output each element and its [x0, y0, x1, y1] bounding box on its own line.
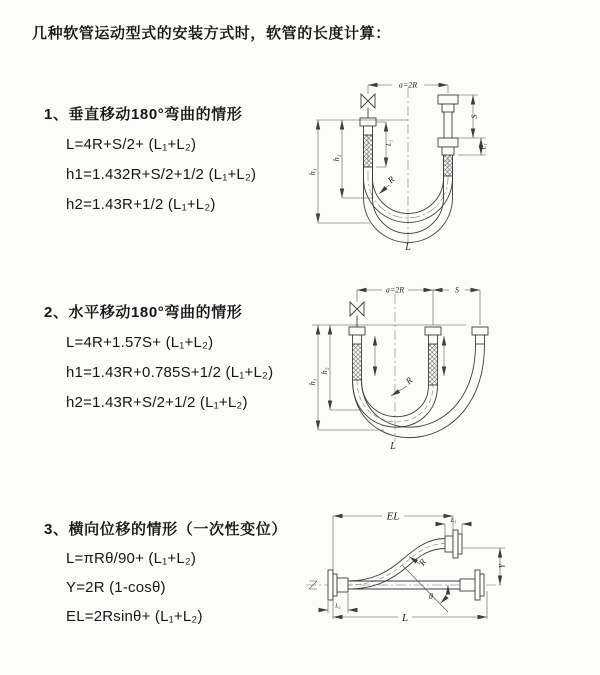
section-3-heading: 3、横向位移的情形（一次性变位） [44, 521, 287, 538]
formula-line: EL=2Rsinθ+ (L₁+L₂) [66, 608, 203, 625]
section-lateral-offset [44, 515, 287, 631]
formula-line: Y=2R (1-cosθ) [66, 579, 166, 596]
section-vertical-move [44, 100, 256, 220]
dim-label-stroke: S [470, 114, 479, 119]
dim-label-radius: R [403, 375, 415, 387]
dim-label-fitting-left: L₁ [335, 602, 341, 610]
formula-line: L=πRθ/90+ (L₁+L₂) [66, 550, 197, 567]
dim-label-length: L [405, 242, 411, 252]
dim-label-offset: Y [497, 563, 507, 569]
dim-label-angle: θ [429, 592, 433, 601]
dim-label-span: a=2R [385, 285, 405, 295]
dimension-lines [312, 290, 480, 430]
center-lines [368, 88, 448, 244]
section-horizontal-move [44, 298, 273, 418]
dimension-lines [316, 85, 486, 223]
dim-label-fitting-right: L₁ [479, 143, 488, 150]
dim-label-h2: h₂ [320, 367, 329, 375]
valve-icon [350, 302, 364, 327]
formula-line: L=4R+S/2+ (L₁+L₂) [66, 136, 197, 153]
formula-line: h1=1.43R+0.785S+1/2 (L₁+L₂) [66, 364, 274, 381]
dim-label-fitting-left: L₁ [385, 139, 393, 147]
dimension-labels [334, 511, 506, 625]
formula-line: h1=1.432R+S/2+1/2 (L₁+L₂) [66, 166, 257, 183]
hose-runs [348, 539, 460, 590]
dim-label-radius: R [416, 557, 429, 568]
hose-bend-curves [353, 344, 485, 438]
dim-label-fitting-top: L₁ [450, 517, 457, 524]
formula-line: L=4R+1.57S+ (L₁+L₂) [66, 334, 214, 351]
section-1-heading: 1、垂直移动180°弯曲的情形 [44, 106, 243, 123]
page-title: 几种软管运动型式的安装方式时，软管的长度计算： [32, 25, 391, 42]
dim-label-el: EL [386, 510, 400, 523]
dim-label-length: L [390, 441, 396, 452]
dim-label-h2: h₂ [332, 154, 341, 162]
dim-label-h1: h₁ [308, 378, 317, 386]
formula-line: h2=1.43R+S/2+1/2 (L₁+L₂) [66, 394, 248, 411]
dimension-lines [319, 516, 505, 619]
dim-label-span: a=2R [398, 80, 418, 90]
diagram-vertical-180-bend [308, 64, 594, 252]
diagram-lateral-offset [298, 500, 600, 662]
angle-construction [402, 565, 448, 612]
dim-label-length: L [401, 612, 409, 624]
pipe-fittings [328, 530, 484, 600]
dim-label-radius: R [385, 174, 397, 186]
valve-icon [361, 94, 375, 118]
diagram-horizontal-180-bend [304, 278, 596, 460]
pipe-fittings [349, 327, 488, 344]
dim-label-stroke: S [455, 285, 459, 295]
dimension-labels [308, 81, 488, 253]
center-lines [357, 294, 433, 442]
formula-line: h2=1.43R+1/2 (L₁+L₂) [66, 196, 216, 213]
dim-label-h1: h₁ [308, 168, 317, 176]
section-2-heading: 2、水平移动180°弯曲的情形 [44, 304, 243, 321]
